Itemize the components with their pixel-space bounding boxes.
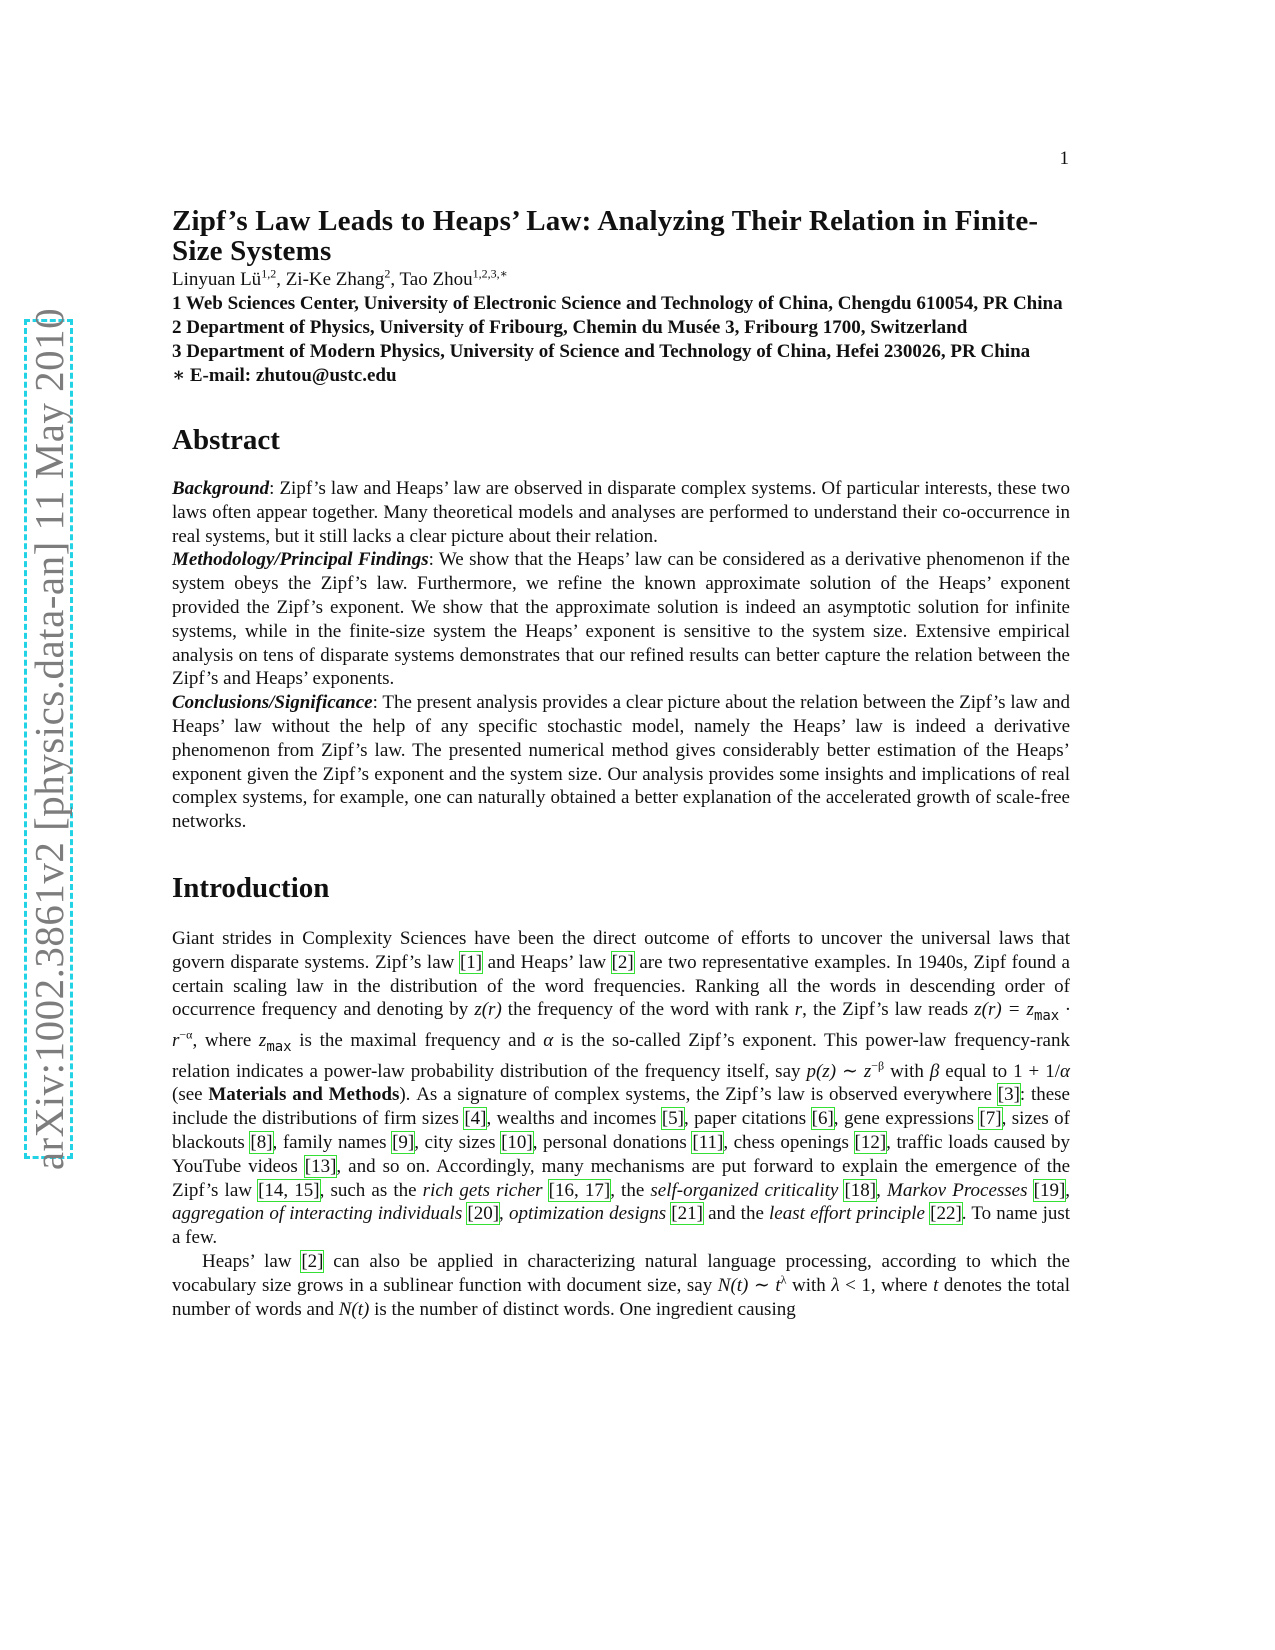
text-run: with [786,1274,832,1296]
text-run: . To name just a few. [172,1203,1071,1249]
text-run: is the number of distinct words. One ingredient causing [369,1298,796,1320]
citation-link[interactable]: [14, 15] [258,1179,320,1201]
citation-link[interactable]: [4] [464,1108,487,1130]
citation-link[interactable]: [19] [1033,1179,1066,1201]
text-run: : these include the distributions of firm sizes [172,1084,1070,1130]
abstract-heading: Abstract [172,424,280,456]
text-run: denotes the total number of words and [172,1274,1070,1320]
citation-link[interactable]: [18] [844,1179,877,1201]
math-expression: β [929,1060,940,1082]
text-run: Heaps’ law [202,1250,302,1272]
abstract-text: : We show that the Heaps’ law can be considered as a derivative phenomenon if the system obeys the Zipf’s law. Furthermore, we refine the known approximate solution of the Heaps’ exponent provided the Zipf’s exponent. We show that the approximate solution is indeed an asymptotic solution for infinite systems, while in the finite-size system the Heaps’ exponent is sensitive to the system size. Extensive empirical analysis on tens of disparate systems demonstrates that our refined results can better capture the relation between the Zipf’s and Heaps’ exponents. [172,549,1070,690]
citation-link[interactable]: [20] [467,1203,500,1225]
citation-link[interactable]: [10] [501,1131,533,1153]
text-run: , traffic loads caused by YouTube videos [172,1131,1070,1177]
citation-link[interactable]: [7] [979,1108,1002,1130]
author-affiliation-marker: 1,2,3,∗ [472,266,508,281]
paper-content [172,206,1070,1321]
abstract-methodology [172,548,1070,691]
citation-link[interactable]: [2] [611,951,634,973]
text-run: ). As a signature of complex systems, the Zipf’s law is observed everywhere [399,1084,998,1106]
arxiv-stamp[interactable] [24,307,73,1171]
math-expression: p(z) ∼ z [806,1060,872,1082]
author-name: Zi-Ke Zhang [285,269,385,290]
math-expression: N(t) ∼ t [717,1274,781,1296]
citation-link[interactable]: [22] [930,1203,962,1225]
text-run: , city sizes [414,1131,502,1153]
affiliation: 2 Department of Physics, University of Fribourg, Chemin du Musée 3, Fribourg 1700, Switzerland [172,317,968,338]
abstract-background [172,477,1070,548]
author-affiliation-marker: 2 [384,266,391,281]
citation-link[interactable]: [1] [459,951,483,973]
math-superscript: λ [780,1272,787,1287]
citation-link[interactable]: [6] [811,1108,834,1130]
text-run: , chess openings [723,1131,855,1153]
author-name: Linyuan Lü [172,269,262,290]
citation-link[interactable]: [21] [671,1203,703,1225]
affiliation: 1 Web Sciences Center, University of Electronic Science and Technology of China, Chengdu 610054, PR China [172,293,1063,314]
citation-link[interactable]: [9] [392,1131,415,1153]
abstract-text: : Zipf’s law and Heaps’ law are observed in disparate complex systems. Of particular interests, these two laws often appear together. Many theoretical models and analyses are performed to understand their co-occurrence in real systems, but it still lacks a clear picture about their relation. [172,478,1070,547]
math-expression: N(t) [338,1298,370,1320]
citation-link[interactable]: [5] [661,1108,684,1130]
citation-link[interactable]: [13] [304,1155,337,1177]
math-expression: λ [831,1274,840,1296]
text-run: , wealths and incomes [486,1108,662,1130]
emphasized-term: aggregation of interacting individuals [172,1203,463,1225]
math-expression: z(r) = z [974,999,1034,1021]
math-expression: α [543,1029,554,1051]
introduction-body [172,927,1070,1321]
text-run: , [499,1203,509,1225]
text-run: (see [172,1084,209,1106]
text-run: can also be applied in characterizing natural language processing, according to which the vocabulary size grows in a sublinear function with document size, say [172,1250,1070,1296]
text-run: , such as the [319,1179,423,1201]
text-run: , paper citations [683,1108,812,1130]
text-run: equal to 1 + 1/ [939,1060,1061,1082]
math-superscript: −β [871,1058,885,1073]
math-expression: α [1060,1060,1070,1082]
citation-link[interactable]: [8] [250,1131,273,1153]
emphasized-term: Markov Processes [887,1179,1028,1201]
text-run: and Heaps’ law [482,951,612,973]
text-run: , personal donations [532,1131,693,1153]
text-run: < 1, where [839,1274,934,1296]
text-run: , the Zipf’s law reads [802,999,975,1021]
introduction-paragraph-2 [172,1250,1070,1321]
text-run: , sizes of blackouts [172,1108,1070,1153]
text-run: is the so-called Zipf’s exponent. This power-law frequency-rank relation indicates a power-law probability distribution of the frequency itself, say [172,1029,1070,1082]
text-run: is the maximal frequency and [291,1029,544,1051]
arxiv-stamp-text: arXiv:1002.3861v2 [physics.data-an] 11 May 2010 [25,307,72,1171]
math-expression: r [794,999,803,1021]
emphasized-term: optimization designs [508,1203,667,1225]
citation-link[interactable]: [2] [301,1250,324,1272]
section-reference: Materials and Methods [208,1084,400,1106]
text-run: , [1065,1179,1071,1201]
introduction-heading: Introduction [172,871,330,904]
math-subscript: max [1033,1008,1060,1025]
text-run: , family names [272,1131,393,1153]
paper-title: Zipf’s Law Leads to Heaps’ Law: Analyzing Their Relation in Finite-Size Systems [172,205,1039,267]
emphasized-term: least effort principle [769,1203,925,1225]
citation-link[interactable]: [3] [997,1084,1020,1106]
text-run: , the [610,1179,651,1201]
abstract-label: Background [172,478,270,499]
author-name: Tao Zhou [399,269,473,290]
introduction-paragraph-1 [172,927,1070,1250]
affiliation: 3 Department of Modern Physics, University of Science and Technology of China, Hefei 230026, PR China [172,341,1031,362]
abstract-conclusions [172,691,1070,834]
citation-link[interactable]: [16, 17] [548,1179,611,1201]
abstract-text: : The present analysis provides a clear picture about the relation between the Zipf’s law and Heaps’ law without the help of any specific stochastic model, namely the Heaps’ law is indeed a derivative phenomenon from Zipf’s law. The presented numerical method gives considerably better estimation of the Heaps’ exponent given the Zipf’s exponent and the system size. Our analysis provides some insights and implications of real complex systems, for example, one can naturally obtained a better explanation of the accelerated growth of scale-free networks. [172,692,1070,833]
math-subscript: max [266,1038,292,1055]
page-number: 1 [1059,148,1069,169]
math-expression: z [258,1029,267,1051]
abstract-label: Conclusions/Significance [172,692,373,714]
citation-link[interactable]: [12] [854,1131,887,1153]
emphasized-term: self-organized criticality [650,1179,839,1201]
citation-link[interactable]: [11] [692,1131,724,1153]
text-run [1028,1180,1034,1201]
text-run: , where [192,1029,259,1051]
abstract-label: Methodology/Principal Findings [172,549,429,571]
text-run: the frequency of the word with rank [501,999,795,1021]
text-run: and the [702,1203,770,1225]
math-superscript: −α [179,1027,193,1042]
math-expression: z(r) [474,999,502,1021]
text-run: , gene expressions [833,1108,980,1130]
math-expression: t [933,1274,939,1296]
text-run: , and so on. Accordingly, many mechanisms are put forward to explain the emergence of the Zipf’s law [172,1155,1070,1201]
abstract-body [172,477,1070,834]
contact-email[interactable]: ∗ E-mail: zhutou@ustc.edu [172,365,397,386]
math-expression: · r [172,999,1071,1051]
text-run: , [876,1179,888,1201]
author-affiliation-marker: 1,2 [261,266,277,281]
author-list: Linyuan Lü$^{1,2}$, Zi-Ke Zhang$^2$, Tao Zhou$^{1,2,3,∗}$ [172,266,508,290]
text-run: are two representative examples. In 1940s, Zipf found a certain scaling law in the distribution of the word frequencies. Ranking all the words in descending order of occurrence frequency and denoting by [172,951,1070,1021]
text-run [543,1180,549,1201]
text-run: with [884,1060,930,1082]
emphasized-term: rich gets richer [422,1179,543,1201]
text-run: Giant strides in Complexity Sciences have been the direct outcome of efforts to uncover the universal laws that govern disparate systems. Zipf’s law [172,927,1070,973]
